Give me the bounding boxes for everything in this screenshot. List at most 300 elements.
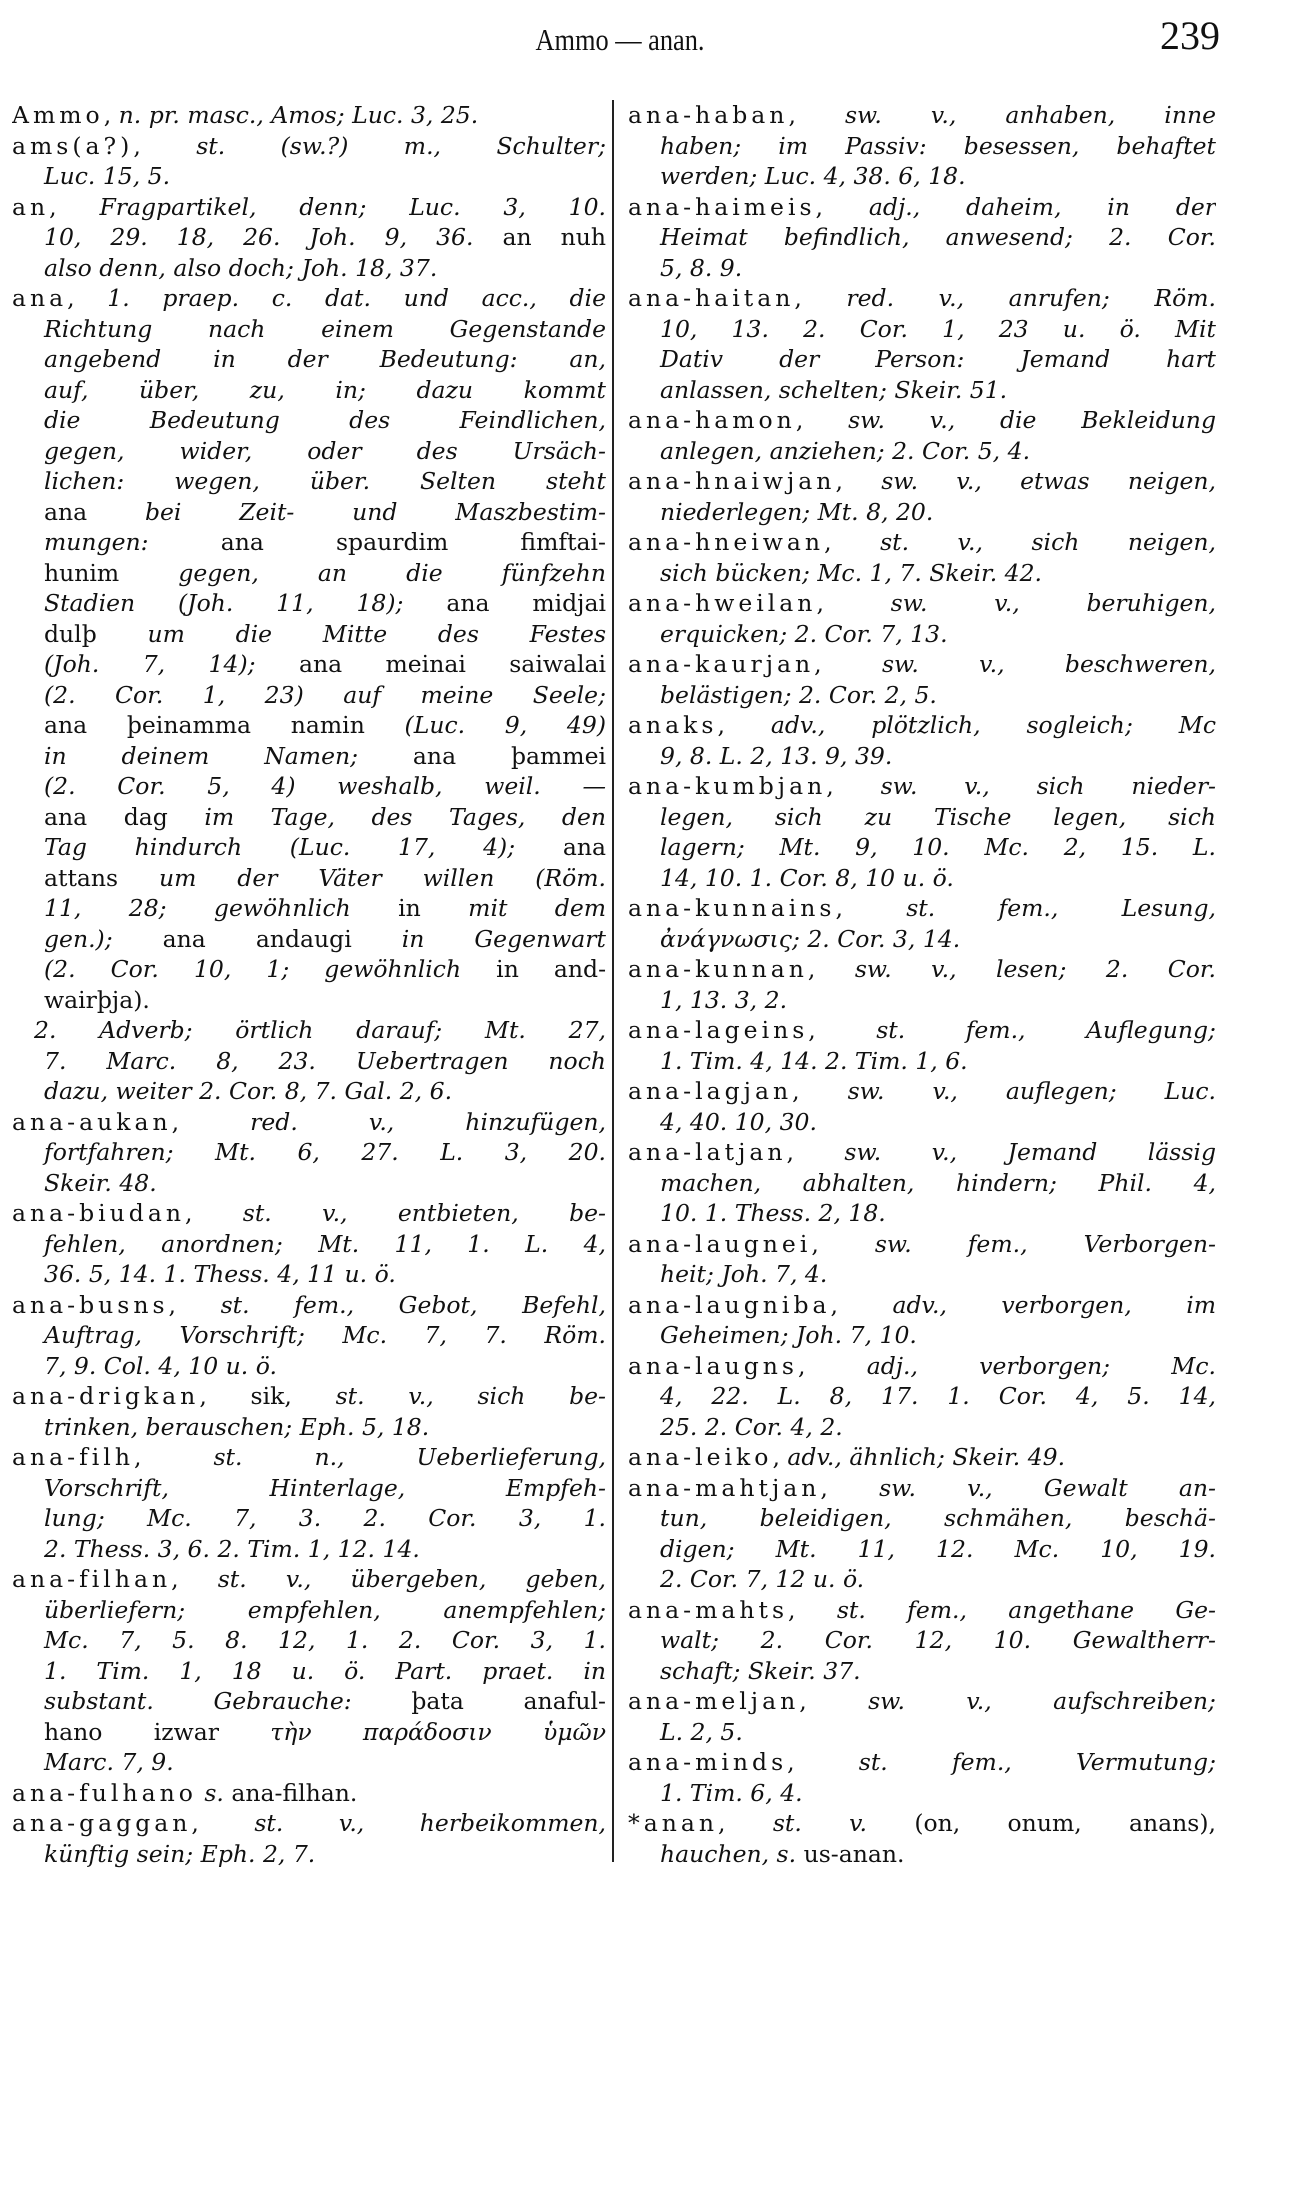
dictionary-line: [12, 771, 606, 802]
gothic-text: ana þeinamma namin: [44, 711, 405, 739]
gothic-text: ,: [835, 467, 882, 495]
italic-text: legen, sich zu Tische legen, sich: [660, 802, 1216, 831]
italic-text: st. v., übergeben, geben,: [217, 1565, 606, 1593]
dictionary-line: [628, 1473, 1216, 1504]
italic-text: (Joh. 7, 14);: [44, 650, 299, 678]
italic-text: fehlen, anordnen; Mt. 11, 1. L. 4,: [44, 1229, 606, 1258]
gothic-text: ,: [772, 1443, 788, 1471]
dictionary-line: [628, 1534, 1216, 1565]
italic-text: 9, 8. L. 2, 13. 9, 39.: [660, 741, 893, 770]
italic-text: lung; Mc. 7, 3. 2. Cor. 3, 1.: [44, 1504, 606, 1532]
dictionary-line: [12, 1595, 606, 1626]
gothic-text: ,: [795, 406, 849, 434]
gothic-text: (on, onum, anans),: [914, 1809, 1216, 1837]
dictionary-line: [628, 1564, 1216, 1595]
italic-text: sw. v., lesen; 2. Cor.: [854, 955, 1216, 983]
italic-text: (Luc. 9, 49): [404, 711, 606, 739]
italic-text: hauchen, s.: [660, 1839, 804, 1868]
italic-text: (2. Cor. 5, 4) weshalb, weil. —: [44, 772, 606, 800]
dictionary-line: [12, 253, 606, 284]
headword: ana-haitan: [628, 284, 795, 312]
italic-text: 2. Cor. 7, 12 u. ö.: [660, 1565, 865, 1593]
dictionary-line: [628, 1015, 1216, 1046]
italic-text: Fragpartikel, denn; Luc. 3, 10.: [99, 192, 606, 221]
dictionary-line: [12, 405, 606, 436]
dictionary-line: [628, 619, 1216, 650]
dictionary-line: [628, 1625, 1216, 1656]
italic-text: st. fem., Auflegung;: [876, 1016, 1216, 1044]
dictionary-line: [12, 954, 606, 985]
headword: ana-drigkan: [12, 1382, 200, 1410]
dictionary-line: [12, 802, 606, 833]
dictionary-line: [12, 558, 606, 589]
italic-text: 1. praep. c. dat. und acc., die: [107, 284, 606, 312]
gothic-text: ,: [103, 101, 119, 129]
italic-text: mungen:: [44, 528, 221, 556]
dictionary-line: [628, 1442, 1216, 1473]
dictionary-line: [628, 405, 1216, 436]
page-number: 239: [1160, 13, 1220, 58]
headword: ana-hamon: [628, 406, 796, 434]
gothic-text: ana andaugi: [162, 924, 402, 953]
dictionary-line: [12, 1442, 606, 1473]
dictionary-line: [12, 710, 606, 741]
italic-text: s.: [196, 1778, 232, 1807]
gothic-text: ana: [44, 497, 145, 526]
headword: ana-mahtjan: [628, 1473, 821, 1502]
dictionary-line: [12, 1778, 606, 1809]
italic-text: sw. v., anhaben, inne: [844, 101, 1216, 129]
italic-text: ; 2. Cor. 3, 14.: [791, 924, 961, 953]
gothic-text: ,: [807, 955, 855, 983]
italic-text: walt; 2. Cor. 12, 10. Gewaltherr-: [660, 1626, 1216, 1654]
dictionary-line: [12, 527, 606, 558]
gothic-text: ,: [168, 1290, 221, 1319]
italic-text: n. pr. masc., Amos; Luc. 3, 25.: [118, 101, 479, 129]
italic-text: angebend in der Bedeutung: an,: [44, 345, 606, 373]
italic-text: dazu, weiter 2. Cor. 8, 7. Gal. 2, 6.: [44, 1077, 453, 1105]
italic-text: sw. v., die Bekleidung: [848, 406, 1216, 434]
dictionary-line: [628, 192, 1216, 223]
headword: ana-latjan: [628, 1138, 787, 1166]
dictionary-line: [12, 893, 606, 924]
dictionary-line: [628, 161, 1216, 192]
italic-text: 1, 13. 3, 2.: [660, 985, 788, 1014]
italic-text: also denn, also doch; Joh. 18, 37.: [44, 253, 438, 282]
dictionary-line: [12, 863, 606, 894]
gothic-text: ,: [717, 711, 771, 739]
dictionary-line: [12, 1839, 606, 1870]
dictionary-line: [628, 344, 1216, 375]
italic-text: L. 2, 5.: [660, 1717, 743, 1746]
gothic-text: wairþja).: [44, 985, 150, 1014]
headword: ana-hweilan: [628, 589, 817, 617]
gothic-text: ,: [49, 192, 100, 221]
dictionary-line: [12, 1046, 606, 1077]
dictionary-line: [12, 1137, 606, 1168]
headword: ana-kaurjan: [628, 650, 815, 678]
dictionary-line: [628, 1351, 1216, 1382]
headword: ana-lagjan: [628, 1077, 793, 1105]
gothic-text: ,: [792, 1077, 848, 1105]
dictionary-line: [628, 741, 1216, 772]
italic-text: Geheimen; Joh. 7, 10.: [660, 1321, 917, 1349]
dictionary-line: [628, 1717, 1216, 1748]
italic-text: sw. v., Jemand lässig: [844, 1138, 1216, 1166]
dictionary-line: [12, 588, 606, 619]
gothic-text: ana midjai: [446, 589, 606, 617]
italic-text: sw. v., aufschreiben;: [868, 1687, 1216, 1715]
gothic-text: an nuh: [473, 223, 606, 251]
italic-text: 1. Tim. 6, 4.: [660, 1778, 803, 1807]
gothic-text: hano izwar: [44, 1717, 271, 1746]
dictionary-line: [628, 954, 1216, 985]
headword: ana-biudan: [12, 1199, 185, 1227]
italic-text: sw. v., auflegen; Luc.: [847, 1077, 1216, 1105]
italic-text: belästigen; 2. Cor. 2, 5.: [660, 680, 937, 709]
dictionary-line: [12, 1534, 606, 1565]
italic-text: 11, 28; gewöhnlich: [44, 894, 399, 922]
dictionary-line: [628, 436, 1216, 467]
dictionary-line: [628, 314, 1216, 345]
italic-text: auf, über, zu, in; dazu kommt: [44, 375, 606, 404]
dictionary-line: [628, 649, 1216, 680]
italic-text: Mc. 7, 5. 8. 12, 1. 2. Cor. 3, 1.: [44, 1626, 606, 1654]
headword: ana-kunnains: [628, 894, 836, 922]
italic-text: adj., verborgen; Mc.: [866, 1351, 1216, 1380]
greek-text: ἀνάγνωσις: [660, 924, 792, 953]
italic-text: st. n., Ueberlieferung,: [213, 1443, 606, 1471]
headword: ana-busns: [12, 1290, 169, 1319]
headword: ana-minds: [628, 1748, 788, 1776]
italic-text: trinken, berauschen; Eph. 5, 18.: [44, 1412, 430, 1441]
headword: ana-lageins: [628, 1016, 809, 1044]
italic-text: red. v., anrufen; Röm.: [846, 284, 1216, 312]
italic-text: um der Väter willen (Röm.: [158, 863, 606, 892]
dictionary-line: [12, 1290, 606, 1321]
italic-text: (2. Cor. 10, 1; gewöhnlich: [44, 955, 497, 983]
dictionary-line: [628, 588, 1216, 619]
dictionary-line: [628, 1412, 1216, 1443]
dictionary-line: [12, 131, 606, 162]
dictionary-line: [628, 1168, 1216, 1199]
gothic-text: ana þammei: [412, 741, 606, 770]
headword: ana-gaggan: [12, 1809, 192, 1837]
gothic-text: ,: [184, 1199, 243, 1227]
column-divider: [612, 100, 614, 1862]
italic-text: sw. v., etwas neigen,: [881, 467, 1216, 495]
dictionary-line: [12, 161, 606, 192]
italic-text: 7. Marc. 8, 23. Uebertragen noch: [44, 1046, 606, 1075]
italic-text: st. fem., Lesung,: [906, 894, 1216, 922]
dictionary-line: [628, 466, 1216, 497]
headword: ana-mahts: [628, 1595, 789, 1624]
gothic-text: ,: [835, 894, 907, 922]
headword: Ammo: [12, 101, 104, 129]
dictionary-line: [12, 1259, 606, 1290]
greek-text: τὴν παράδοσιν ὑμῶν: [270, 1717, 606, 1746]
italic-text: adv., ähnlich; Skeir. 49.: [787, 1443, 1066, 1471]
italic-text: überliefern; empfehlen, anempfehlen;: [44, 1595, 606, 1624]
dictionary-line: [12, 1320, 606, 1351]
italic-text: in Gegenwart: [401, 924, 606, 953]
dictionary-line: [12, 1717, 606, 1748]
dictionary-line: [12, 436, 606, 467]
headword: an: [12, 192, 50, 221]
italic-text: 10. 1. Thess. 2, 18.: [660, 1199, 886, 1227]
gothic-text: attans: [44, 863, 159, 892]
dictionary-line: [628, 802, 1216, 833]
dictionary-line: [12, 1808, 606, 1839]
dictionary-line: [628, 1046, 1216, 1077]
italic-text: niederlegen; Mt. 8, 20.: [660, 497, 934, 526]
italic-text: tun, beleidigen, schmähen, beschä-: [660, 1504, 1216, 1532]
gothic-text: ,: [133, 1443, 214, 1471]
italic-text: red. v., hinzufügen,: [250, 1107, 606, 1136]
dictionary-line: [628, 1747, 1216, 1778]
dictionary-line: [628, 710, 1216, 741]
dictionary-line: [12, 1686, 606, 1717]
gothic-text: ,: [794, 284, 847, 312]
headword: ana-hnaiwjan: [628, 467, 836, 495]
italic-text: lagern; Mt. 9, 10. Mc. 2, 15. L.: [660, 833, 1216, 861]
gothic-text: dulþ: [44, 619, 148, 648]
gothic-text: ,: [191, 1809, 255, 1837]
italic-text: adv., verborgen, im: [892, 1290, 1216, 1319]
italic-text: Richtung nach einem Gegenstande: [44, 314, 606, 343]
dictionary-line: [12, 1168, 606, 1199]
gothic-text: in: [398, 894, 469, 922]
italic-text: 25. 2. Cor. 4, 2.: [660, 1412, 843, 1441]
italic-text: künftig sein; Eph. 2, 7.: [44, 1839, 316, 1868]
gothic-text: ,: [799, 1687, 869, 1715]
headword: ana-meljan: [628, 1687, 800, 1715]
headword: ana-laugniba: [628, 1290, 831, 1319]
italic-text: 1. Tim. 1, 18 u. ö. Part. praet. in: [44, 1656, 606, 1685]
gothic-text: ,: [820, 1473, 880, 1502]
dictionary-line: [12, 1015, 606, 1046]
gothic-text: ,: [826, 772, 881, 800]
headword: ana-haban: [628, 101, 789, 129]
headword: ana-kunnan: [628, 955, 808, 983]
headword: ana-leiko: [628, 1443, 773, 1471]
headword: ana-haimeis: [628, 192, 816, 221]
italic-text: 36. 5, 14. 1. Thess. 4, 11 u. ö.: [44, 1260, 396, 1288]
dictionary-line: [12, 222, 606, 253]
dictionary-line: [12, 344, 606, 375]
dictionary-line: [12, 1198, 606, 1229]
dictionary-line: [628, 1381, 1216, 1412]
italic-text: st. (sw.?) m., Schulter;: [196, 131, 606, 160]
dictionary-line: [628, 1503, 1216, 1534]
dictionary-line: [12, 832, 606, 863]
gothic-text: ana: [562, 833, 606, 861]
headword: anaks: [628, 711, 718, 739]
dictionary-line: [628, 985, 1216, 1016]
dictionary-line: [12, 192, 606, 223]
headword: *anan: [628, 1809, 719, 1837]
italic-text: in deinem Namen;: [44, 741, 413, 770]
dictionary-line: [628, 1290, 1216, 1321]
dictionary-line: [628, 680, 1216, 711]
dictionary-line: [628, 893, 1216, 924]
headword: ana-fulhano: [12, 1778, 197, 1807]
italic-text: sw. v., beruhigen,: [890, 589, 1216, 617]
italic-text: anlassen, schelten; Skeir. 51.: [660, 375, 1008, 404]
gothic-text: ana spaurdim fimftai-: [220, 528, 606, 556]
headword: ana-laugns: [628, 1351, 798, 1380]
italic-text: 1. Tim. 4, 14. 2. Tim. 1, 6.: [660, 1046, 968, 1075]
italic-text: um die Mitte des Festes: [147, 619, 606, 648]
italic-text: machen, abhalten, hindern; Phil. 4,: [660, 1168, 1216, 1197]
gothic-text: ,: [816, 589, 891, 617]
dictionary-line: [12, 1503, 606, 1534]
gothic-text: ,: [798, 1351, 867, 1380]
gothic-text: , sik,: [199, 1382, 336, 1410]
dictionary-line: [628, 375, 1216, 406]
dictionary-line: [628, 1595, 1216, 1626]
italic-text: 5, 8. 9.: [660, 253, 743, 282]
dictionary-line: [12, 680, 606, 711]
italic-text: im Tage, des Tages, den: [204, 802, 606, 831]
dictionary-line: [12, 375, 606, 406]
dictionary-line: [12, 1351, 606, 1382]
headword: ana-filh: [12, 1443, 134, 1471]
gothic-text: ,: [718, 1809, 773, 1837]
dictionary-line: [12, 497, 606, 528]
gothic-text: ana dag: [44, 802, 205, 831]
italic-text: adj., daheim, in der: [868, 192, 1216, 221]
headword: ana-filhan: [12, 1565, 172, 1593]
dictionary-line: [12, 1473, 606, 1504]
italic-text: substant. Gebrauche:: [44, 1687, 412, 1715]
dictionary-line: [12, 1381, 606, 1412]
dictionary-line: [12, 985, 606, 1016]
italic-text: 4, 22. L. 8, 17. 1. Cor. 4, 5. 14,: [660, 1382, 1216, 1410]
dictionary-line: [628, 558, 1216, 589]
gothic-text: ,: [171, 1107, 251, 1136]
dictionary-line: [628, 771, 1216, 802]
italic-text: erquicken; 2. Cor. 7, 13.: [660, 619, 948, 648]
gothic-text: ana meinai saiwalai: [298, 650, 606, 678]
headword: ams(a?): [12, 131, 134, 160]
italic-text: 2. Adverb; örtlich darauf; Mt. 27,: [34, 1016, 606, 1044]
headword: ana-laugnei: [628, 1229, 812, 1258]
italic-text: 14, 10. 1. Cor. 8, 10 u. ö.: [660, 863, 954, 892]
italic-text: st. v., herbeikommen,: [254, 1809, 606, 1837]
dictionary-line: [12, 1625, 606, 1656]
dictionary-line: [12, 619, 606, 650]
gothic-text: þata anaful-: [411, 1687, 606, 1715]
italic-text: sw. v., Gewalt an-: [879, 1473, 1216, 1502]
dictionary-line: [628, 863, 1216, 894]
dictionary-line: [12, 1747, 606, 1778]
dictionary-line: [628, 253, 1216, 284]
dictionary-line: [628, 924, 1216, 955]
dictionary-line: [12, 1076, 606, 1107]
dictionary-line: [628, 1259, 1216, 1290]
italic-text: Auftrag, Vorschrift; Mc. 7, 7. Röm.: [44, 1321, 606, 1349]
dictionary-line: [628, 222, 1216, 253]
italic-text: 10, 13. 2. Cor. 1, 23 u. ö. Mit: [660, 314, 1216, 343]
headword: ana-aukan: [12, 1107, 172, 1136]
dictionary-line: [628, 1137, 1216, 1168]
dictionary-line: [628, 1229, 1216, 1260]
italic-text: die Bedeutung des Feindlichen,: [44, 406, 606, 434]
dictionary-line: [628, 1778, 1216, 1809]
italic-text: Vorschrift, Hinterlage, Empfeh-: [44, 1473, 606, 1502]
dictionary-line: [628, 527, 1216, 558]
italic-text: Tag hindurch (Luc. 17, 4);: [44, 833, 563, 861]
gothic-text: hunim: [44, 558, 179, 587]
dictionary-line: [12, 466, 606, 497]
dictionary-line: [12, 1412, 606, 1443]
italic-text: Marc. 7, 9.: [44, 1748, 174, 1776]
gothic-text: ,: [788, 1595, 837, 1624]
italic-text: schaft; Skeir. 37.: [660, 1656, 861, 1685]
italic-text: 10, 29. 18, 26. Joh. 9, 36.: [44, 223, 474, 251]
italic-text: Stadien (Joh. 11, 18);: [44, 589, 447, 617]
italic-text: digen; Mt. 11, 12. Mc. 10, 19.: [660, 1534, 1216, 1563]
italic-text: heit; Joh. 7, 4.: [660, 1260, 828, 1288]
italic-text: adv., plötzlich, sogleich; Mc: [770, 711, 1216, 739]
italic-text: lichen: wegen, über. Selten steht: [44, 467, 606, 495]
dictionary-line: [12, 924, 606, 955]
dictionary-line: [628, 1808, 1216, 1839]
italic-text: gegen, wider, oder des Ursäch-: [44, 436, 606, 465]
dictionary-line: [12, 314, 606, 345]
dictionary-line: [628, 100, 1216, 131]
dictionary-line: [628, 497, 1216, 528]
gothic-text: ana-filhan.: [231, 1778, 358, 1807]
left-column: [12, 100, 606, 1869]
italic-text: bei Zeit- und Maszbestim-: [144, 497, 606, 526]
italic-text: haben; im Passiv: besessen, behaftet: [660, 131, 1216, 160]
dictionary-line: [12, 283, 606, 314]
italic-text: st. v., entbieten, be-: [242, 1199, 606, 1227]
dictionary-line: [628, 1198, 1216, 1229]
italic-text: 4, 40. 10, 30.: [660, 1107, 817, 1136]
gothic-text: ,: [808, 1016, 877, 1044]
italic-text: st. fem., Vermutung;: [858, 1748, 1216, 1776]
gothic-text: ,: [824, 528, 881, 556]
headword: ana-kumbjan: [628, 772, 827, 800]
dictionary-line: [12, 1564, 606, 1595]
gothic-text: ,: [830, 1290, 893, 1319]
italic-text: sw. fem., Verborgen-: [874, 1229, 1216, 1258]
italic-text: st. v.: [772, 1809, 915, 1837]
italic-text: st. v., sich neigen,: [880, 528, 1216, 556]
italic-text: gen.);: [44, 924, 163, 953]
italic-text: sich bücken; Mc. 1, 7. Skeir. 42.: [660, 558, 1043, 587]
dictionary-line: [628, 1107, 1216, 1138]
gothic-text: ,: [788, 101, 845, 129]
headword: ana-hneiwan: [628, 528, 825, 556]
italic-text: sw. v., beschweren,: [881, 650, 1216, 678]
gothic-text: in and-: [496, 955, 606, 983]
gothic-text: us-anan.: [803, 1839, 905, 1868]
italic-text: sw. v., sich nieder-: [880, 772, 1216, 800]
gothic-text: ,: [67, 284, 108, 312]
gothic-text: ,: [787, 1748, 859, 1776]
italic-text: Heimat befindlich, anwesend; 2. Cor.: [660, 223, 1216, 251]
dictionary-line: [12, 741, 606, 772]
gothic-text: ,: [133, 131, 197, 160]
italic-text: st. v., sich be-: [335, 1382, 606, 1410]
italic-text: Dativ der Person: Jemand hart: [660, 345, 1216, 373]
italic-text: st. fem., Gebot, Befehl,: [220, 1290, 606, 1319]
italic-text: st. fem., angethane Ge-: [836, 1595, 1216, 1624]
